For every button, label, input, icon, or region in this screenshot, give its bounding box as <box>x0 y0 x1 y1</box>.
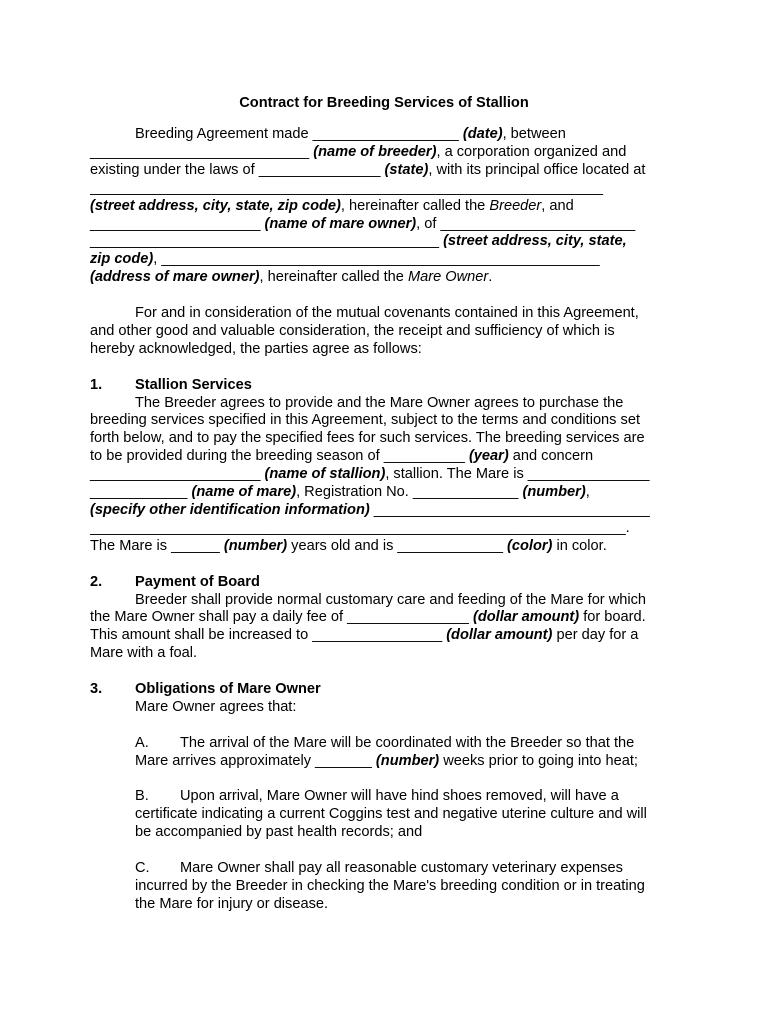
text: and concern <box>508 448 594 465</box>
s1-line-9 <box>90 538 678 556</box>
text: per day for a <box>552 627 639 644</box>
spacer <box>90 287 678 305</box>
clause-b-line-3: be accompanied by past health records; and <box>135 824 423 841</box>
intro-line-1 <box>90 126 678 144</box>
section-title: Obligations of Mare Owner <box>135 681 321 698</box>
spacer <box>90 359 678 377</box>
section-heading <box>90 681 678 699</box>
section-title: Payment of Board <box>135 573 260 590</box>
mare-name-placeholder: (name of mare) <box>191 484 297 501</box>
clause-letter: C. <box>135 860 150 877</box>
clause-a-line-2 <box>90 753 678 771</box>
text: Mare Owner shall pay all reasonable customary veterinary expenses <box>180 860 623 877</box>
consideration-paragraph <box>90 305 678 359</box>
spacer <box>90 663 678 681</box>
spacer <box>90 771 678 789</box>
text: , and <box>541 197 574 214</box>
text: in color. <box>552 537 607 554</box>
clause-letter: A. <box>135 734 149 751</box>
address-of-mare-owner-placeholder: (address of mare owner) <box>90 269 260 286</box>
text: , ______________________________________________________ <box>153 251 600 268</box>
text: to be provided during the breeding season of __________ <box>90 448 469 465</box>
age-placeholder: (number) <box>223 537 288 554</box>
text: years old and is _____________ <box>287 537 507 554</box>
text: , <box>585 484 590 501</box>
s1-line-8 <box>90 520 678 538</box>
s2-line-2 <box>90 609 678 627</box>
mare-owner-name-placeholder: (name of mare owner) <box>264 215 417 232</box>
intro-line-9 <box>90 269 678 287</box>
section-heading <box>90 377 678 395</box>
section-number: 2. <box>90 573 103 590</box>
clause-c-line-3: the Mare for injury or disease. <box>135 895 329 912</box>
blank-line: __________________________________________________________________. <box>90 519 630 536</box>
clause-c-line-2: incurred by the Breeder in checking the Mare's breeding condition or in treating <box>135 877 645 894</box>
s1-line-3: forth below, and to pay the specified fees for such services. The breeding services are <box>90 430 645 447</box>
breeder-name-placeholder: (name of breeder) <box>313 143 437 160</box>
text: . <box>488 269 493 286</box>
owner-address-placeholder: (street address, city, state, <box>443 233 627 250</box>
intro-line-8 <box>90 251 678 269</box>
text: ___________________________________________ <box>90 233 444 250</box>
intro-line-7 <box>90 233 678 251</box>
registration-number-placeholder: (number) <box>522 484 586 501</box>
zip-code-placeholder: zip code) <box>90 251 154 268</box>
text: , with its principal office located at <box>428 161 646 178</box>
weeks-placeholder: (number) <box>375 752 440 769</box>
intro-line-6 <box>90 216 678 234</box>
document-title: Contract for Breeding Services of Stallion <box>239 95 529 111</box>
identification-placeholder: (specify other identification information) <box>90 502 370 518</box>
daily-fee-placeholder: (dollar amount) <box>472 609 580 626</box>
street-address-placeholder: (street address, city, state, zip code) <box>90 197 341 214</box>
s2-line-4: Mare with a foal. <box>90 645 198 662</box>
clause-a <box>90 735 678 771</box>
text: , hereinafter called the <box>340 197 490 214</box>
clause-c-line-1 <box>90 860 678 878</box>
state-placeholder: (state) <box>384 161 429 178</box>
text: , Registration No. _____________ <box>296 484 523 501</box>
text: , of ________________________ <box>416 215 636 232</box>
spacer <box>90 556 678 574</box>
clause-c <box>90 860 678 914</box>
s3-intro: Mare Owner agrees that: <box>135 698 297 715</box>
clause-b <box>90 788 678 842</box>
text: _____________________ <box>90 466 265 483</box>
text: for board. <box>579 609 646 626</box>
text: the Mare Owner shall pay a daily fee of _______________ <box>90 609 473 626</box>
text: weeks prior to going into heat; <box>439 752 638 769</box>
text: This amount shall be increased to ________________ <box>90 627 447 644</box>
section-stallion-services <box>90 377 678 556</box>
s1-line-5 <box>90 466 678 484</box>
consideration-line-2: and other good and valuable consideration, the receipt and sufficiency of which is <box>90 322 615 339</box>
intro-line-5 <box>90 198 678 216</box>
clause-a-line-1 <box>90 735 678 753</box>
text: ____________ <box>90 484 192 501</box>
section-payment-of-board <box>90 574 678 664</box>
section-heading <box>90 574 678 592</box>
text: , hereinafter called the <box>259 269 408 286</box>
s1-line-2: breeding services specified in this Agreement, subject to the terms and conditions set <box>90 412 640 429</box>
date-placeholder: (date) <box>462 126 503 142</box>
text: , between <box>502 126 566 142</box>
consideration-line-3: hereby acknowledged, the parties agree as follows: <box>90 340 422 357</box>
intro-line-4 <box>90 180 678 198</box>
color-placeholder: (color) <box>507 537 553 554</box>
intro-paragraph <box>90 126 678 287</box>
mare-owner-term: Mare Owner <box>407 269 489 286</box>
breeder-term: Breeder <box>489 197 542 214</box>
text: ___________________________ <box>90 143 314 160</box>
section-number: 3. <box>90 681 103 698</box>
spacer <box>90 717 678 735</box>
stallion-name-placeholder: (name of stallion) <box>264 466 386 483</box>
s1-line-7 <box>90 502 678 520</box>
text: _____________________ <box>90 215 265 232</box>
s1-line-6 <box>90 484 678 502</box>
blank-line: __________________________________________________________________ <box>90 179 603 196</box>
foal-fee-placeholder: (dollar amount) <box>446 627 553 644</box>
consideration-line-1: For and in consideration of the mutual covenants contained in this Agreement, <box>135 305 639 322</box>
text: The Mare is ______ <box>90 537 224 554</box>
spacer <box>90 842 678 860</box>
s1-line-4 <box>90 448 678 466</box>
intro-line-3 <box>90 162 678 180</box>
text: Mare arrives approximately _______ <box>135 752 376 769</box>
text: , stallion. The Mare is _______________ <box>385 466 650 483</box>
s1-line-1: The Breeder agrees to provide and the Mare Owner agrees to purchase the <box>135 394 624 411</box>
intro-line-2 <box>90 144 678 162</box>
s2-line-3 <box>90 627 678 645</box>
year-placeholder: (year) <box>468 448 509 465</box>
text: Breeding Agreement made __________________ <box>135 126 463 142</box>
section-number: 1. <box>90 376 103 393</box>
text: existing under the laws of _______________ <box>90 161 385 178</box>
s2-line-1: Breeder shall provide normal customary care and feeding of the Mare for which <box>135 591 647 608</box>
text: The arrival of the Mare will be coordinated with the Breeder so that the <box>180 734 635 751</box>
section-obligations-of-mare-owner <box>90 681 678 914</box>
text: Upon arrival, Mare Owner will have hind shoes removed, will have a <box>180 788 619 805</box>
text: __________________________________ <box>369 502 650 518</box>
text: , a corporation organized and <box>436 143 627 160</box>
document-page <box>90 94 678 914</box>
clause-letter: B. <box>135 788 149 805</box>
section-title: Stallion Services <box>135 376 252 393</box>
clause-b-line-2: certificate indicating a current Coggins test and negative uterine culture and will <box>135 806 647 823</box>
clause-b-line-1 <box>90 788 678 806</box>
